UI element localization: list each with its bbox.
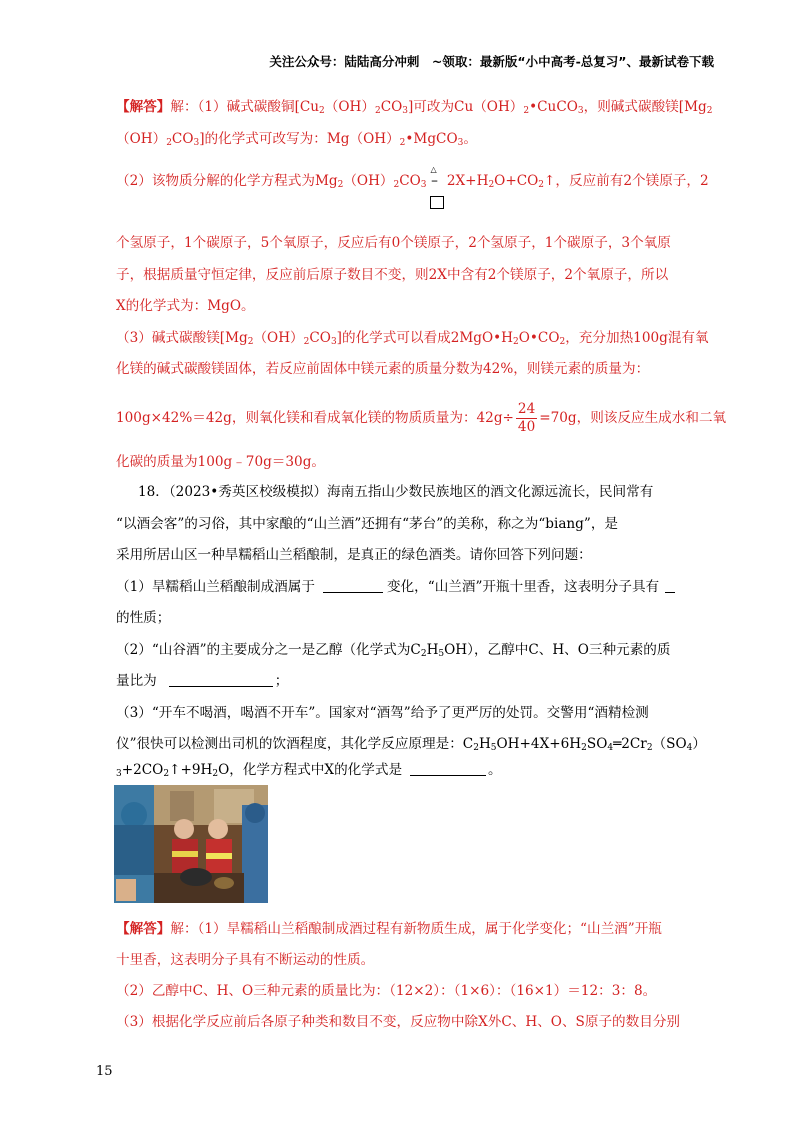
sub: 2: [212, 769, 219, 779]
text: （OH）: [116, 131, 167, 147]
text: ]的化学式可以看成2MgO•H: [336, 330, 514, 346]
answer1-line2: [116, 129, 477, 149]
text: 100g×42%＝42g，则氧化镁和看成氧化镁的物质质量为：42g÷: [116, 410, 514, 426]
sub: 5: [438, 649, 445, 659]
answer1-line7: [116, 328, 709, 348]
answer2-line3: （2）乙醇中C、H、O三种元素的质量比为：（12×2）：（1×6）：（16×1）＝12：3：8。: [116, 983, 657, 999]
text: ，充分加热100g混有氧: [565, 330, 709, 346]
q18-line1: 18．（2023•秀英区校级模拟）海南五指山少数民族地区的酒文化源远流长，民间常有: [138, 484, 654, 500]
sub: 3: [457, 138, 464, 148]
text: （OH）: [324, 99, 375, 115]
fraction-denominator: 40: [517, 419, 536, 435]
text: ]的化学式可改写为：Mg（OH）: [199, 131, 400, 147]
sub: 2: [393, 180, 400, 190]
answer2-line2: 十里香，这表明分子具有不断运动的性质。: [116, 952, 375, 968]
sub: 3: [193, 138, 200, 148]
answer-blank-3[interactable]: [169, 672, 273, 687]
sub: 2: [374, 106, 381, 116]
text: O，化学方程式中X的化学式是: [218, 762, 403, 778]
answer1-line5: 子，根据质量守恒定律，反应前后原子数目不变，则2X中含有2个镁原子，2个氧原子，所以: [116, 267, 669, 283]
text: （1）旱糯稻山兰稻酿制成酒属于: [116, 579, 315, 595]
text: CO: [399, 173, 421, 189]
answer2-line4: （3）根据化学反应前后各原子种类和数目不变，反应物中除X外C、H、O、S原子的数目分别: [116, 1014, 681, 1030]
sub: 2: [523, 106, 530, 116]
answer1-line1: [116, 97, 712, 117]
text: （3）碱式碳酸镁[Mg: [116, 330, 248, 346]
text: =70g，则该反应生成水和二氧: [539, 410, 727, 426]
answer2-line1: [116, 919, 662, 939]
text: O•CO: [518, 330, 560, 346]
q18-line10: [116, 760, 502, 780]
q18-line9: [116, 734, 706, 754]
text: （SO: [652, 736, 687, 752]
sub: 2: [163, 769, 170, 779]
sub: 2: [473, 743, 479, 753]
sub: 2: [420, 649, 427, 659]
text: CO: [171, 131, 194, 147]
text: 仪”很快可以检测出司机的饮酒程度，其化学反应原理是：C: [116, 736, 474, 752]
text: ↑，反应前有2个镁原子，2: [544, 173, 709, 189]
heat-condition: [427, 165, 443, 191]
sub: 4: [607, 743, 614, 753]
fraction: [516, 401, 537, 436]
text: ）: [692, 736, 706, 752]
text: CO: [380, 99, 403, 115]
text: •MgCO: [405, 131, 458, 147]
sub: 2: [488, 180, 495, 190]
festival-photo: [114, 785, 268, 903]
sub: 5: [490, 743, 497, 753]
sub: 3: [116, 769, 122, 779]
text: （OH）: [343, 173, 394, 189]
text: 2X+H: [442, 173, 489, 189]
answer1-line6: X的化学式为：MgO。: [116, 298, 255, 314]
answer-tag: 【解答】: [116, 921, 171, 937]
text: ═2Cr: [613, 736, 647, 752]
answer1-line3: [116, 165, 709, 191]
text: ]可改为Cu（OH）: [407, 99, 524, 115]
q18-line2: “以酒会客”的习俗，其中家酿的“山兰酒”还拥有“茅台”的美称，称之为“biang”，是: [116, 516, 619, 532]
sub: 3: [330, 337, 337, 347]
text: （2）该物质分解的化学方程式为Mg: [116, 173, 338, 189]
sub: 3: [577, 106, 584, 116]
text: 变化，“山兰酒”开瓶十里香，这表明分子具有: [386, 579, 660, 595]
text: OH+4X+6H: [496, 736, 582, 752]
page-header: 关注公众号：陆陆高分冲刺 ~领取：最新版“小中高考-总复习”、最新试卷下载: [269, 54, 714, 69]
page-number: 15: [96, 1064, 113, 1079]
fraction-numerator: 24: [517, 401, 536, 417]
sub: 2: [399, 138, 406, 148]
text: H: [478, 736, 491, 752]
q18-line3: 采用所居山区一种旱糯稻山兰稻酿制，是真正的绿色酒类。请你回答下列问题：: [116, 547, 592, 563]
answer-blank-1[interactable]: [323, 578, 383, 593]
text: SO: [586, 736, 608, 752]
sub: 3: [420, 180, 427, 190]
text: 解：（1）旱糯稻山兰稻酿制成酒过程有新物质生成，属于化学变化；“山兰酒”开瓶: [170, 921, 662, 937]
text: +2CO: [121, 762, 164, 778]
text: 解：（1）碱式碳酸铜[Cu: [170, 99, 320, 115]
text: ，则碱式碳酸镁[Mg: [583, 99, 707, 115]
answer-blank-2[interactable]: [665, 578, 675, 593]
sub: 2: [319, 106, 325, 116]
text: 量比为: [116, 673, 157, 689]
placeholder-box-icon: [430, 196, 444, 209]
sub: 2: [559, 337, 566, 347]
text: ；: [274, 673, 289, 689]
heat-line: –: [431, 173, 438, 189]
heat-triangle-icon: △: [430, 165, 437, 174]
q18-line8: （3）“开车不喝酒，喝酒不开车”。国家对“酒驾”给予了更严厉的处罚。交警用“酒精检测: [116, 705, 649, 721]
text: 。: [488, 762, 502, 778]
text: （2）“山谷酒”的主要成分之一是乙醇（化学式为C: [116, 642, 421, 658]
text: （OH）: [253, 330, 304, 346]
sub: 2: [337, 180, 344, 190]
q18-line6: [116, 640, 670, 660]
answer1-line4: 个氢原子，1个碳原子，5个氧原子，反应后有0个镁原子，2个氢原子，1个碳原子，3个氧原: [116, 235, 671, 251]
text: H: [426, 642, 439, 658]
q18-line5: 的性质；: [116, 610, 171, 626]
sub: 2: [513, 337, 519, 347]
answer1-line8: 化镁的碱式碳酸镁固体，若反应前固体中镁元素的质量分数为42%，则镁元素的质量为：: [116, 361, 650, 377]
answer-blank-4[interactable]: [410, 761, 486, 776]
sub: 2: [303, 337, 310, 347]
festival-photo-illustration: [114, 785, 268, 903]
answer-tag: 【解答】: [116, 99, 171, 115]
text: •CuCO: [529, 99, 578, 115]
text: OH），乙醇中C、H、O三种元素的质: [444, 642, 671, 658]
sub: 3: [402, 106, 408, 116]
text: ↑+9H: [169, 762, 213, 778]
answer1-line10: 化碳的质量为100g﹣70g＝30g。: [116, 454, 325, 470]
sub: 2: [581, 743, 587, 753]
q18-line4: [116, 577, 675, 597]
text: 。: [463, 131, 477, 147]
sub: 2: [706, 106, 713, 116]
sub: 2: [247, 337, 254, 347]
sub: 2: [166, 138, 172, 148]
q18-line7: [116, 671, 288, 691]
sub: 2: [538, 180, 544, 190]
sub: 2: [646, 743, 653, 753]
sub: 4: [686, 743, 693, 753]
text: O+CO: [494, 173, 539, 189]
answer1-line9: [116, 398, 726, 438]
text: CO: [309, 330, 331, 346]
